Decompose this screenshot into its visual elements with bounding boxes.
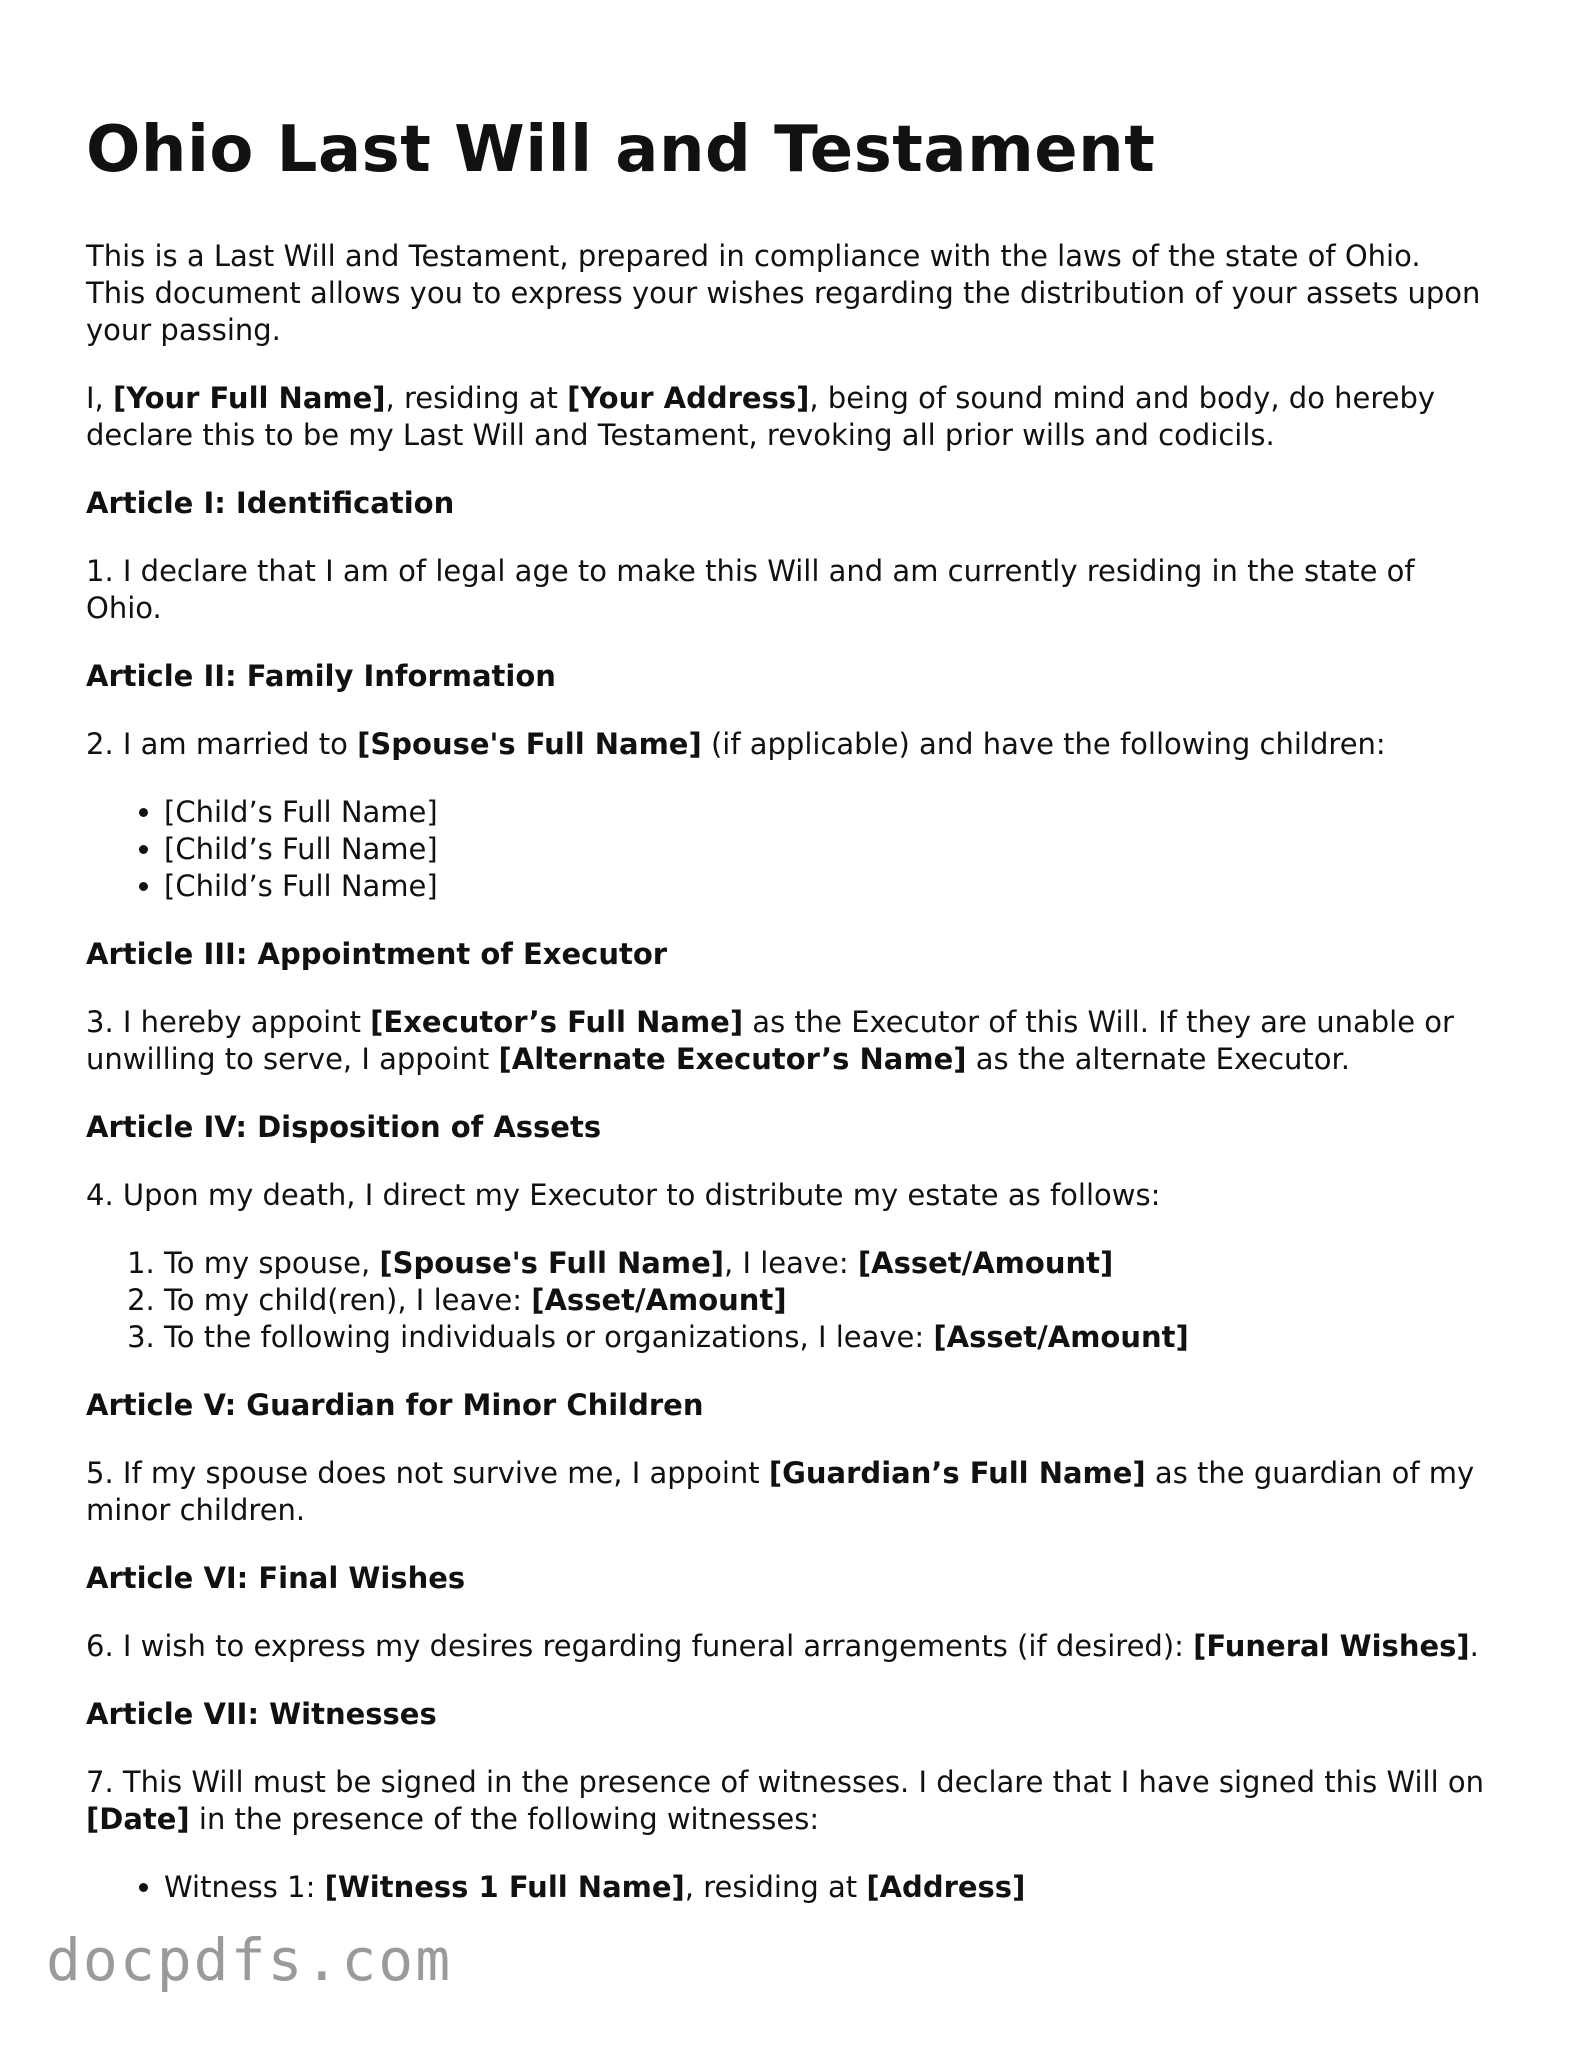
children-list: [86, 794, 1486, 905]
assets-list: [86, 1245, 1486, 1356]
article-3-heading: Article III: Appointment of Executor: [86, 937, 668, 971]
placeholder-executor-name: [Executor’s Full Name]: [370, 1005, 744, 1039]
list-item: • [Child’s Full Name]: [164, 794, 1486, 831]
list-item: 1. To my spouse, [Spouse's Full Name], I leave: [Asset/Amount]: [164, 1245, 1486, 1282]
intro-paragraph: This is a Last Will and Testament, prepared in compliance with the laws of the state of Ohio. This document allows you to express your wishes regarding the distribution of your assets upon your passing.: [86, 239, 1481, 347]
placeholder-guardian-name: [Guardian’s Full Name]: [768, 1456, 1146, 1490]
list-item: • [Child’s Full Name]: [164, 868, 1486, 905]
declaration-paragraph: I, [Your Full Name], residing at [Your Address], being of sound mind and body, do hereby declare this to be my Last Will and Testament, revoking all prior wills and codicils.: [86, 381, 1436, 452]
article-4-heading: Article IV: Disposition of Assets: [86, 1110, 602, 1144]
article-5-text: 5. If my spouse does not survive me, I appoint [Guardian’s Full Name] as the guardian of my minor children.: [86, 1456, 1475, 1527]
document-page: [86, 108, 1486, 1937]
placeholder-funeral-wishes: [Funeral Wishes]: [1193, 1629, 1470, 1663]
placeholder-spouse-name: [Spouse's Full Name]: [357, 727, 702, 761]
placeholder-your-address: [Your Address]: [567, 381, 810, 415]
article-6-text: 6. I wish to express my desires regarding funeral arrangements (if desired): [Funeral Wishes].: [86, 1629, 1479, 1663]
article-1-heading: Article I: Identification: [86, 486, 455, 520]
placeholder-your-name: [Your Full Name]: [113, 381, 386, 415]
placeholder-alternate-executor: [Alternate Executor’s Name]: [498, 1042, 967, 1076]
list-item: 2. To my child(ren), I leave: [Asset/Amount]: [164, 1282, 1486, 1319]
placeholder-date: [Date]: [86, 1802, 190, 1836]
article-6-heading: Article VI: Final Wishes: [86, 1561, 466, 1595]
article-7-text: 7. This Will must be signed in the presence of witnesses. I declare that I have signed this Will on [Date] in the presence of the following witnesses:: [86, 1765, 1484, 1836]
list-item: • [Child’s Full Name]: [164, 831, 1486, 868]
article-3-text: 3. I hereby appoint [Executor’s Full Name] as the Executor of this Will. If they are unable or unwilling to serve, I appoint [Alternate Executor’s Name] as the alternate Executor.: [86, 1005, 1454, 1076]
article-5-heading: Article V: Guardian for Minor Children: [86, 1388, 704, 1422]
page-title: Ohio Last Will and Testament: [86, 113, 1156, 187]
article-2-heading: Article II: Family Information: [86, 659, 556, 693]
watermark: docpdfs.com: [46, 1926, 453, 1994]
witness-list: [86, 1869, 1486, 1906]
article-7-heading: Article VII: Witnesses: [86, 1697, 437, 1731]
article-4-text: 4. Upon my death, I direct my Executor to distribute my estate as follows:: [86, 1178, 1161, 1212]
list-item: 3. To the following individuals or organizations, I leave: [Asset/Amount]: [164, 1319, 1486, 1356]
article-1-text: 1. I declare that I am of legal age to make this Will and am currently residing in the state of Ohio.: [86, 554, 1415, 625]
article-2-text: 2. I am married to [Spouse's Full Name] (if applicable) and have the following children:: [86, 727, 1386, 761]
list-item: • Witness 1: [Witness 1 Full Name], residing at [Address]: [164, 1869, 1486, 1906]
